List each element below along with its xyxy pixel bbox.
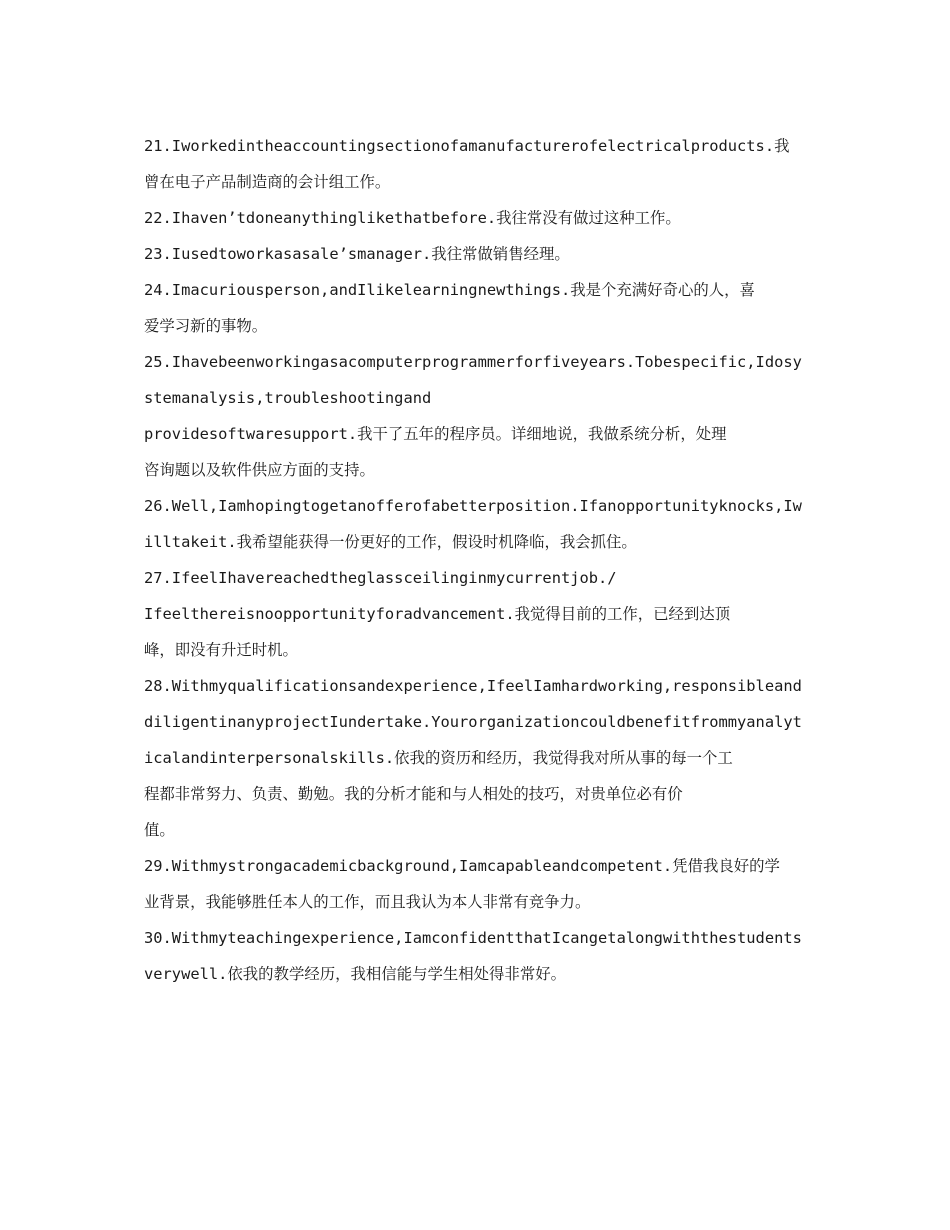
text-line: 26.Well,Iamhopingtogetanofferofabetterposition.Ifanopportunityknocks,Iw xyxy=(144,497,802,515)
text-line: 峰，即没有升迁时机。 xyxy=(144,641,298,659)
text-line: Ifeelthereisnoopportunityforadvancement.我觉得目前的工作，已经到达顶 xyxy=(144,605,731,623)
text-line: 21.Iworkedintheaccountingsectionofamanufacturerofelectricalproducts.我 xyxy=(144,137,790,155)
text-line: 值。 xyxy=(144,821,175,839)
text-line: 业背景，我能够胜任本人的工作，而且我认为本人非常有竞争力。 xyxy=(144,893,591,911)
text-line: providesoftwaresupport.我干了五年的程序员。详细地说，我做系统分析，处理 xyxy=(144,425,727,443)
text-line: 23.Iusedtoworkasasale’smanager.我往常做销售经理。 xyxy=(144,245,570,263)
document-body xyxy=(144,128,808,992)
text-line: 28.Withmyqualificationsandexperience,IfeelIamhardworking,responsibleand xyxy=(144,677,802,695)
text-line: illtakeit.我希望能获得一份更好的工作，假设时机降临，我会抓住。 xyxy=(144,533,637,551)
text-line: stemanalysis,troubleshootingand xyxy=(144,389,432,407)
text-line: 咨询题以及软件供应方面的支持。 xyxy=(144,461,375,479)
text-line: 程都非常努力、负责、勤勉。我的分析才能和与人相处的技巧，对贵单位必有价 xyxy=(144,785,683,803)
text-line: 爱学习新的事物。 xyxy=(144,317,268,335)
text-line: 30.Withmyteachingexperience,IamconfidentthatIcangetalongwiththestudents xyxy=(144,929,802,947)
text-line: 27.IfeelIhavereachedtheglassceilinginmycurrentjob./ xyxy=(144,569,617,587)
text-line: verywell.依我的教学经历，我相信能与学生相处得非常好。 xyxy=(144,965,566,983)
text-line: 25.Ihavebeenworkingasacomputerprogrammerforfiveyears.Tobespecific,Idosy xyxy=(144,353,802,371)
text-line: 22.Ihaven’tdoneanythinglikethatbefore.我往常没有做过这种工作。 xyxy=(144,209,681,227)
text-line: 29.Withmystrongacademicbackground,Iamcapableandcompetent.凭借我良好的学 xyxy=(144,857,780,875)
text-line: icalandinterpersonalskills.依我的资历和经历，我觉得我对所从事的每一个工 xyxy=(144,749,733,767)
text-line: diligentinanyprojectIundertake.Yourorganizationcouldbenefitfrommyanalyt xyxy=(144,713,802,731)
text-line: 曾在电子产品制造商的会计组工作。 xyxy=(144,173,391,191)
text-line: 24.Imacuriousperson,andIlikelearningnewthings.我是个充满好奇心的人，喜 xyxy=(144,281,755,299)
